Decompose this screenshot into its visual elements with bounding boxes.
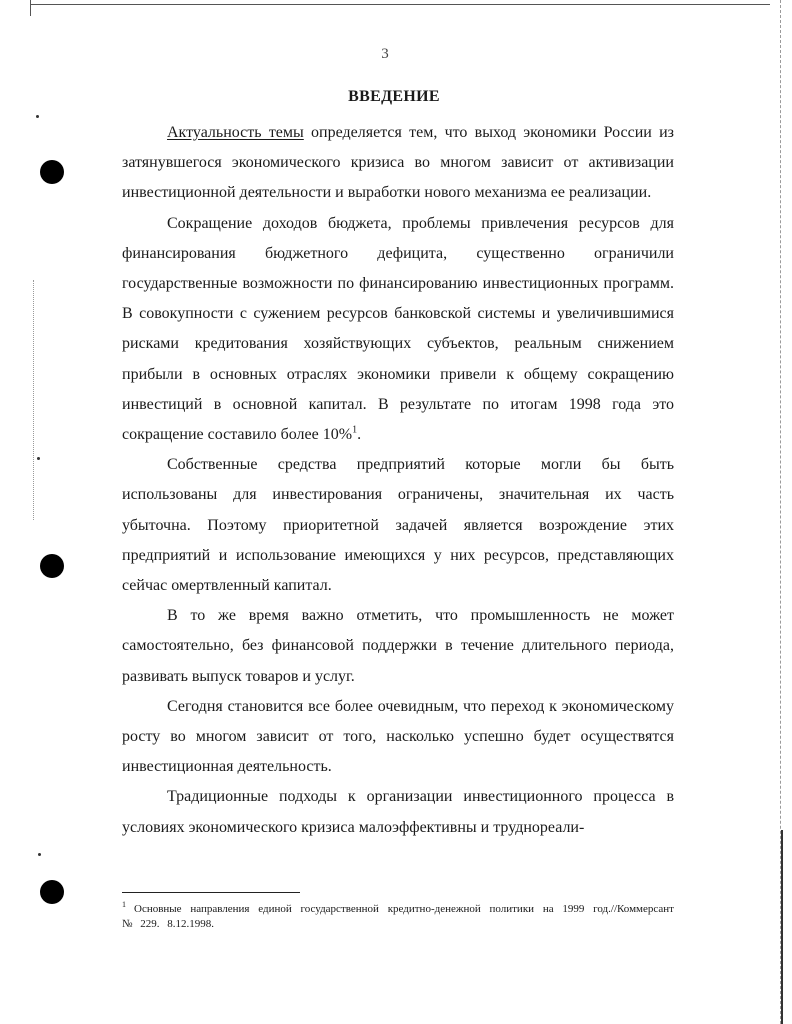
paragraph: Собственные средства предприятий которые могли бы быть использованы для инвестирования ограничены, значительная их часть убыточна. Поэтому приоритетной задачей является возрождение этих предприятий и использование имеющихся у них ресурсов, представляющих сейчас омертвленный капитал.: [122, 456, 674, 595]
footnote-reference: 1: [352, 424, 358, 436]
punch-hole-icon: [40, 554, 64, 578]
paragraph: [122, 118, 674, 209]
paragraph: [122, 209, 674, 451]
paragraph-text: определяется тем, что выход экономики России из затянувшегося экономического кризиса во многом зависит от активизации инвестиционной деятельности и выработки нового механизма ее реализации.: [122, 124, 675, 202]
document-body: [122, 118, 674, 843]
paragraph: В то же время важно отметить, что промышленность не может самостоятельно, без финансовой поддержки в течение длительного периода, развивать выпуск товаров и услуг.: [122, 607, 674, 685]
footnote-text: Основные направления единой государственной кредитно-денежной политики на 1999 год.//Коммерсант № 229. 8.12.1998.: [122, 903, 674, 930]
footnote-divider: [122, 892, 300, 893]
scan-corner-mark: [30, 0, 31, 16]
paragraph-text: Сокращение доходов бюджета, проблемы привлечения ресурсов для финансирования бюджетного дефицита, существенно ограничили государственные возможности по финансированию инвестиционных программ. В совокупности с сужением ресурсов банковской системы и увеличившимися рисками кредитования хозяйствующих субъектов, реальным снижением прибыли в основных отраслях экономики привели к общему сокращению инвестиций в основной капитал. В результате по итогам 1998 года это сокращение составило более 10%: [122, 214, 674, 444]
footnote-mark: 1: [122, 900, 126, 910]
scan-top-border: [30, 4, 770, 5]
page-number: 3: [381, 46, 389, 62]
punch-hole-icon: [40, 880, 64, 904]
scan-right-edge-shadow: [781, 830, 783, 1024]
footnote: [122, 902, 674, 932]
topic-relevance-label: Актуальность темы: [167, 124, 304, 141]
paragraph-end-punct: .: [357, 426, 362, 444]
scan-left-ticks: [33, 280, 34, 520]
punch-hole-icon: [40, 160, 64, 184]
scan-speck: [38, 853, 41, 856]
scan-speck: [37, 457, 40, 460]
paragraph: Сегодня становится все более очевидным, что переход к экономическому росту во многом зависит от того, насколько успешно будет осуществятся инвестиционная деятельность.: [122, 697, 674, 776]
page-title: ВВЕДЕНИЕ: [348, 88, 440, 105]
paragraph: Традиционные подходы к организации инвестиционного процесса в условиях экономического кризиса малоэффективны и труднореали-: [122, 788, 674, 836]
scan-speck: [36, 115, 39, 118]
